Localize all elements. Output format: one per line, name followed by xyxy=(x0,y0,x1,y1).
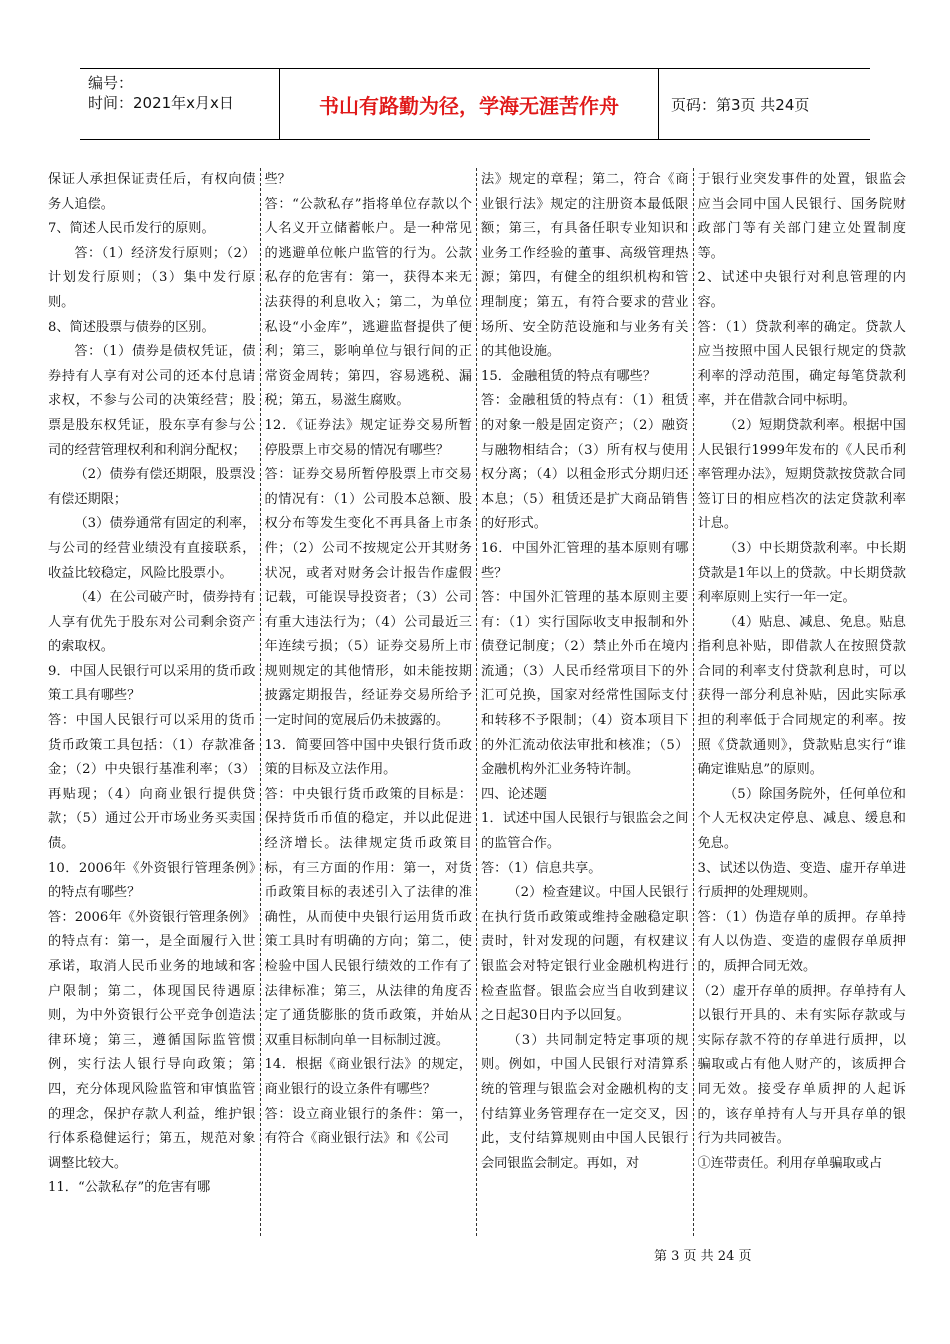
answer: 答：（1）债券是债权凭证，债券持有人享有对公司的还本付息请求权，不参与公司的决策经营；股票是股东权凭证，股东享有参与公司的经营管理权利和利润分配权； xyxy=(48,344,256,458)
page-header xyxy=(80,68,870,140)
answer: 答：设立商业银行的条件：第一，有符合《商业银行法》和《公司 xyxy=(264,1106,472,1147)
question: 8、简述股票与债券的区别。 xyxy=(48,319,215,335)
question: 11．“公款私存”的危害有哪 xyxy=(48,1180,211,1196)
paragraph: （5）除国务院外，任何单位和个人无权决定停息、减息、缓息和免息。 xyxy=(697,786,906,852)
paragraph: 些？ xyxy=(264,172,291,187)
paragraph: （2）债券有偿还期限，股票没有偿还期限； xyxy=(48,467,256,507)
text-column-3 xyxy=(477,168,694,1236)
header-motto: 书山有路勤为径，学海无涯苦作舟 xyxy=(280,69,659,139)
paragraph: （3）共同制定特定事项的规则。例如，中国人民银行对清算系统的管理与银监会对金融机构的支付结算业务管理存在一定交叉，因此，支付结算规则由中国人民银行会同银监会制定。再如，对 xyxy=(481,1032,689,1171)
answer: 答：中国外汇管理的基本原则主要有：（1）实行国际收支申报制和外债登记制度；（2）禁止外币在境内流通；（3）人民币经常项目下的外汇可兑换，国家对经常性国际支付和转移不予限制；（4）资本项目下的外汇流动依法审批和核准；（5）金融机构外汇业务特许制。 xyxy=(481,590,689,778)
paragraph: ①连带责任。利用存单骗取或占 xyxy=(697,1155,883,1171)
answer: 答：中央银行货币政策的目标是：保持货币币值的稳定，并以此促进经济增长。法律规定货币政策目标，有三方面的作用：第一，对货币政策目标的表述引入了法律的准确性，从而使中央银行运用货币政策工具时有明确的方向；第二，使检验中国人民银行绩效的工作有了法律标准；第三，从法律的角度否定了通货膨胀的货币政策，并始从双重目标制向单一目标制过渡。 xyxy=(264,786,472,1048)
answer: 答：中国人民银行可以采用的货币货币政策工具包括：（1）存款准备金；（2）中央银行基准利率；（3）再贴现；（4）向商业银行提供贷款；（5）通过公开市场业务买卖国债。 xyxy=(48,713,256,852)
answer: 答：2006年《外资银行管理条例》的特点有：第一，是全面履行入世承诺，取消人民币业务的地域和客户限制；第二，体现国民待遇原则，为中外资银行公平竞争创造法律环境；第三，遵循国际监管惯例，实行法人银行导向政策；第四，充分体现风险监管和审慎监管的理念，保护存款人利益，维护银行体系稳健运行；第五，规范对象调整比较大。 xyxy=(48,909,256,1171)
text-columns xyxy=(44,168,910,1236)
section-heading: 四、论述题 xyxy=(481,786,547,802)
document-number-label: 编号： xyxy=(88,74,134,92)
question: 14．根据《商业银行法》的规定，商业银行的设立条件有哪些？ xyxy=(264,1057,472,1097)
page-footer: 第 3 页 共 24 页 xyxy=(654,1249,752,1264)
paragraph: 保证人承担保证责任后，有权向债务人追偿。 xyxy=(48,172,256,212)
header-page-number: 页码：第3页 共24页 xyxy=(671,95,810,114)
answer: 答：（1）贷款利率的确定。贷款人应当按照中国人民银行规定的贷款利率的浮动范围，确定每笔贷款利率，并在借款合同中标明。 xyxy=(697,319,906,409)
answer: 答：“公款私存”指将单位存款以个人名义开立储蓄帐户。是一种常见的逃避单位帐户监管的行为。公款私存的危害有：第一，获得本来无法获得的利息收入；第二，为单位私设“小金库”，逃避监督提供了便利；第三，影响单位与银行间的正常资金周转；第四，容易逃税、漏税；第五，易滋生腐败。 xyxy=(264,196,472,409)
answer: 答：证券交易所暂停股票上市交易的情况有：（1）公司股本总额、股权分布等发生变化不再具备上市条件；（2）公司不按规定公开其财务状况，或者对财务会计报告作虚假记载，可能误导投资者；（3）公司有重大违法行为；（4）公司最近三年连续亏损；（5）证券交易所上市规则规定的其他情形，如未能按期披露定期报告，经证券交易所给予一定时间的宽展后仍未披露的。 xyxy=(264,467,472,729)
answer: 答：（1）伪造存单的质押。存单持有人以伪造、变造的虚假存单质押的，质押合同无效。 xyxy=(697,909,906,974)
question: 2、试述中央银行对利息管理的内容。 xyxy=(697,270,906,310)
paragraph: （2）短期贷款利率。根据中国人民银行1999年发布的《人民币利率管理办法》，短期贷款按贷款合同签订日的相应档次的法定贷款利率计息。 xyxy=(697,417,906,532)
question: 12．《证券法》规定证券交易所暂停股票上市交易的情况有哪些？ xyxy=(264,417,472,458)
question: 13．简要回答中国中央银行货币政策的目标及立法作用。 xyxy=(264,737,472,778)
paragraph: 法》规定的章程；第二，符合《商业银行法》规定的注册资本最低限额；第三，有具备任职专业知识和业务工作经验的董事、高级管理热源；第四，有健全的组织机构和管理制度；第五，有符合要求的营业场所、安全防范设施和与业务有关的其他设施。 xyxy=(481,172,689,360)
paragraph: （3）债券通常有固定的利率，与公司的经营业绩没有直接联系，收益比较稳定，风险比股票小。 xyxy=(48,516,256,581)
question: 7、简述人民币发行的原则。 xyxy=(48,221,215,237)
text-column-1 xyxy=(44,168,261,1236)
question: 16．中国外汇管理的基本原则有哪些？ xyxy=(481,540,689,581)
question: 3、试述以伪造、变造、虚开存单进行质押的处理规则。 xyxy=(697,860,906,901)
answer: 答：（1）信息共享。 xyxy=(481,860,602,876)
question: 10．2006年《外资银行管理条例》的特点有哪些？ xyxy=(48,860,256,901)
text-column-2 xyxy=(261,168,478,1236)
paragraph: （2）检查建议。中国人民银行在执行货币政策或维持金融稳定职责时，针对发现的问题，有权建议银监会对特定银行业金融机构进行检查监督。银监会应当自收到建议之日起30日内予以回复。 xyxy=(481,885,689,1024)
answer: 答：（1）经济发行原则；（2）计划发行原则；（3）集中发行原则。 xyxy=(48,245,256,310)
paragraph: 于银行业突发事件的处置，银监会应当会同中国人民银行、国务院财政部门等有关部门建立处置制度等。 xyxy=(697,172,906,261)
answer: 答：金融租赁的特点有：（1）租赁的对象一般是固定资产；（2）融资与融物相结合；（3）所有权与使用权分离；（4）以租金形式分期归还本息；（5）租赁还是扩大商品销售的好形式。 xyxy=(481,393,689,532)
text-column-4 xyxy=(694,168,911,1236)
header-meta xyxy=(80,69,280,139)
paragraph: （4）在公司破产时，债券持有人享有优先于股东对公司剩余资产的索取权。 xyxy=(48,590,256,655)
question: 9．中国人民银行可以采用的货币政策工具有哪些？ xyxy=(48,663,256,704)
paragraph: （3）中长期贷款利率。中长期贷款是1年以上的贷款。中长期贷款利率原则上实行一年一定。 xyxy=(697,540,906,606)
document-time-label: 时间：2021年x月x日 xyxy=(88,94,234,112)
question: 15．金融租赁的特点有哪些？ xyxy=(481,368,657,384)
question: 1．试述中国人民银行与银监会之间的监管合作。 xyxy=(481,811,689,852)
paragraph: （4）贴息、减息、免息。贴息指利息补贴，即借款人在按照贷款合同的利率支付贷款利息时，可以获得一部分利息补贴，因此实际承担的利率低于合同规定的利率。按照《贷款通则》，贷款贴息实行“谁确定谁贴息”的原则。 xyxy=(697,614,906,778)
paragraph: （2）虚开存单的质押。存单持有人以银行开具的、未有实际存款或与实际存款不符的存单进行质押，以骗取或占有他人财产的，该质押合同无效。接受存单质押的人起诉的，该存单持有人与开具存单的银行为共同被告。 xyxy=(697,983,906,1147)
